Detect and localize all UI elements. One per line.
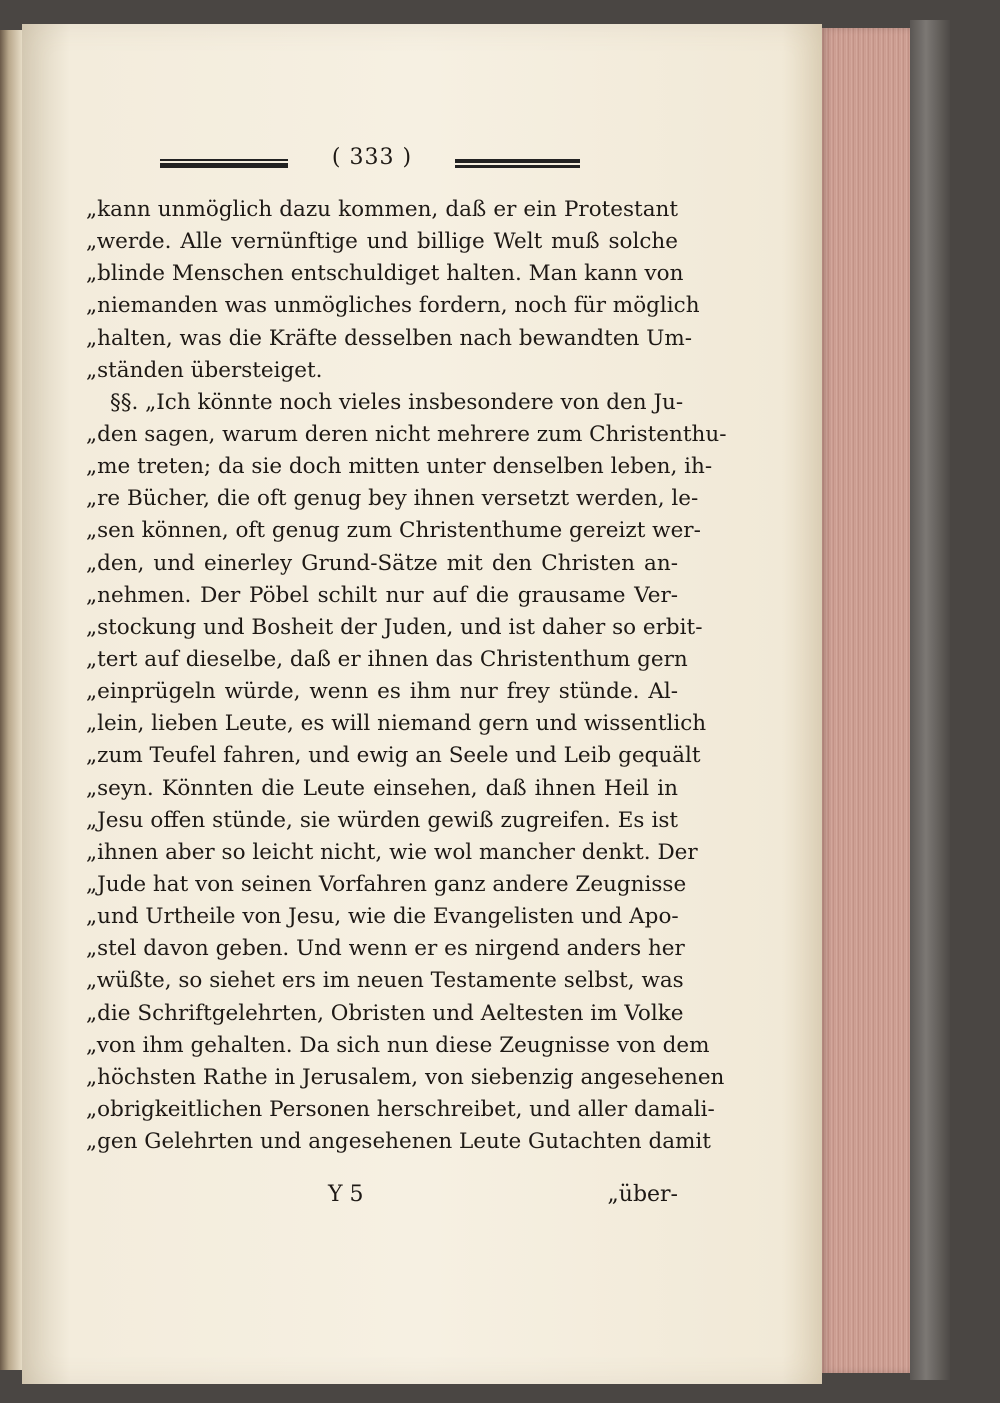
page-header: [160, 145, 580, 181]
header-rule-right: [455, 159, 580, 168]
text-line: „gen Gelehrten und angesehenen Leute Gutachten damit: [86, 1129, 711, 1155]
page-number: ( 333 ): [331, 145, 413, 170]
text-line: „stel davon geben. Und wenn er es nirgend anders her: [86, 936, 685, 962]
text-line: „stockung und Bosheit der Juden, und ist daher so erbit-: [86, 614, 703, 640]
signature-mark: Y 5: [328, 1182, 364, 1207]
body-text: [86, 194, 727, 1158]
page-footer: [86, 1182, 678, 1216]
text-line: „nehmen. Der Pöbel schilt nur auf die grausame Ver-: [86, 582, 678, 608]
text-line: „zum Teufel fahren, und ewig an Seele und Leib gequält: [86, 743, 701, 769]
text-line: §§. „Ich könnte noch vieles insbesondere von den Ju-: [110, 389, 684, 415]
text-line: „den, und einerley Grund-Sätze mit den Christen an-: [86, 550, 678, 576]
text-line: „Jesu offen stünde, sie würden gewiß zugreifen. Es ist: [86, 807, 678, 833]
text-line: „re Bücher, die oft genug bey ihnen versetzt werden, le-: [86, 486, 699, 512]
page-block-edge: [820, 28, 915, 1373]
header-rule-left: [160, 159, 288, 168]
text-line: „werde. Alle vernünftige und billige Welt muß solche: [86, 229, 678, 255]
text-line: „und Urtheile von Jesu, wie die Evangelisten und Apo-: [86, 904, 679, 930]
text-line: „den sagen, warum deren nicht mehrere zum Christenthu-: [86, 421, 727, 447]
catchword: „über-: [607, 1182, 678, 1207]
text-line: „niemanden was unmögliches fordern, noch für möglich: [86, 293, 700, 319]
text-line: „me treten; da sie doch mitten unter denselben leben, ih-: [86, 454, 713, 480]
text-line: „die Schriftgelehrten, Obristen und Aeltesten im Volke: [86, 1000, 684, 1026]
text-line: „tert auf dieselbe, daß er ihnen das Christenthum gern: [86, 646, 688, 672]
left-page-edge: [0, 30, 22, 1370]
text-line: „höchsten Rathe in Jerusalem, von siebenzig angesehenen: [86, 1064, 725, 1090]
text-line: „einprügeln würde, wenn es ihm nur frey stünde. Al-: [86, 679, 678, 705]
text-line: „Jude hat von seinen Vorfahren ganz andere Zeugnisse: [86, 871, 687, 897]
text-line: „seyn. Könnten die Leute einsehen, daß ihnen Heil in: [86, 775, 678, 801]
text-line: „blinde Menschen entschuldiget halten. Man kann von: [86, 261, 684, 287]
text-line: „obrigkeitlichen Personen herschreibet, und aller damali-: [86, 1096, 715, 1122]
text-line: „ständen übersteiget.: [86, 357, 323, 383]
text-line: „halten, was die Kräfte desselben nach bewandten Um-: [86, 325, 692, 351]
text-line: „kann unmöglich dazu kommen, daß er ein Protestant: [86, 197, 678, 222]
text-line: „lein, lieben Leute, es will niemand gern und wissentlich: [86, 711, 707, 737]
text-line: „sen können, oft genug zum Christenthume gereizt wer-: [86, 518, 701, 544]
text-line: „von ihm gehalten. Da sich nun diese Zeugnisse von dem: [86, 1032, 710, 1058]
text-line: „wüßte, so siehet ers im neuen Testamente selbst, was: [86, 968, 684, 994]
book-cover: [910, 20, 950, 1380]
text-line: „ihnen aber so leicht nicht, wie wol mancher denkt. Der: [86, 839, 698, 865]
